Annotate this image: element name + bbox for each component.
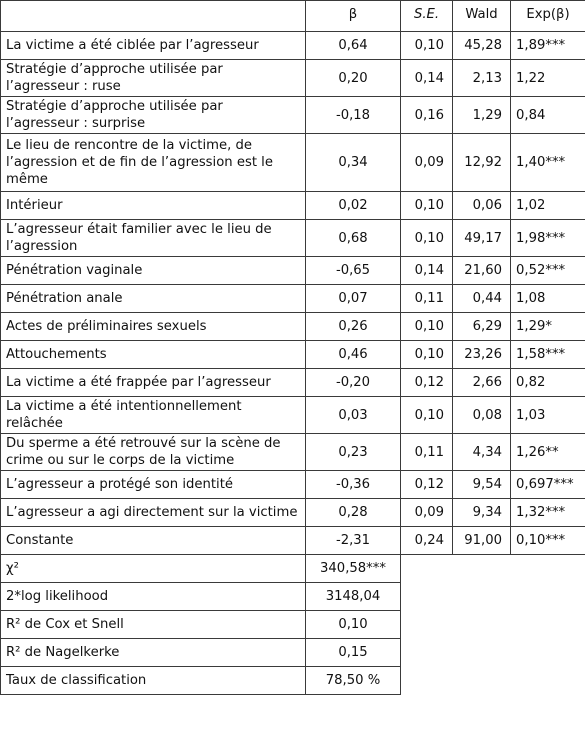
row-exp: 1,26** [511, 434, 585, 471]
header-beta: β [306, 1, 401, 32]
row-wald: 4,34 [453, 434, 511, 471]
footer-label: 2*log likelihood [1, 583, 306, 611]
row-wald: 45,28 [453, 32, 511, 60]
table-row [1, 369, 585, 397]
row-beta: 0,02 [306, 192, 401, 220]
header-exp: Exp(β) [511, 1, 585, 32]
row-label: Le lieu de rencontre de la victime, de l’agression et de fin de l’agression est le même [1, 134, 306, 192]
row-beta: -0,18 [306, 97, 401, 134]
row-se: 0,24 [401, 527, 453, 555]
row-exp: 1,89*** [511, 32, 585, 60]
row-label: La victime a été intentionnellement relâchée [1, 397, 306, 434]
row-label: Pénétration anale [1, 285, 306, 313]
blank-area [401, 555, 585, 695]
row-beta: 0,23 [306, 434, 401, 471]
row-beta: 0,03 [306, 397, 401, 434]
row-beta: 0,68 [306, 220, 401, 257]
row-exp: 0,10*** [511, 527, 585, 555]
footer-label: Taux de classification [1, 667, 306, 695]
row-beta: 0,28 [306, 499, 401, 527]
header-label [1, 1, 306, 32]
table-row [1, 527, 585, 555]
row-exp: 1,22 [511, 60, 585, 97]
row-se: 0,11 [401, 285, 453, 313]
header-se: S.E. [401, 1, 453, 32]
row-label: Stratégie d’approche utilisée par l’agresseur : ruse [1, 60, 306, 97]
row-se: 0,12 [401, 369, 453, 397]
row-wald: 12,92 [453, 134, 511, 192]
row-beta: -0,20 [306, 369, 401, 397]
table-row [1, 32, 585, 60]
row-label: Attouchements [1, 341, 306, 369]
footer-value: 340,58*** [306, 555, 401, 583]
row-wald: 23,26 [453, 341, 511, 369]
row-label: Constante [1, 527, 306, 555]
row-exp: 1,02 [511, 192, 585, 220]
row-wald: 6,29 [453, 313, 511, 341]
table-row [1, 471, 585, 499]
row-label: La victime a été ciblée par l’agresseur [1, 32, 306, 60]
table-row [1, 397, 585, 434]
row-beta: -2,31 [306, 527, 401, 555]
row-beta: -0,65 [306, 257, 401, 285]
row-label: Du sperme a été retrouvé sur la scène de crime ou sur le corps de la victime [1, 434, 306, 471]
row-exp: 0,697*** [511, 471, 585, 499]
table-row [1, 257, 585, 285]
row-wald: 9,54 [453, 471, 511, 499]
row-wald: 2,66 [453, 369, 511, 397]
row-beta: -0,36 [306, 471, 401, 499]
row-beta: 0,07 [306, 285, 401, 313]
row-label: L’agresseur a agi directement sur la victime [1, 499, 306, 527]
row-label: Pénétration vaginale [1, 257, 306, 285]
row-se: 0,11 [401, 434, 453, 471]
footer-label: R² de Cox et Snell [1, 611, 306, 639]
table-row [1, 341, 585, 369]
row-wald: 0,44 [453, 285, 511, 313]
footer-value: 3148,04 [306, 583, 401, 611]
footer-label: χ² [1, 555, 306, 583]
row-wald: 21,60 [453, 257, 511, 285]
row-wald: 1,29 [453, 97, 511, 134]
footer-label: R² de Nagelkerke [1, 639, 306, 667]
row-se: 0,10 [401, 220, 453, 257]
row-beta: 0,20 [306, 60, 401, 97]
row-exp: 0,84 [511, 97, 585, 134]
row-exp: 0,82 [511, 369, 585, 397]
row-exp: 0,52*** [511, 257, 585, 285]
footer-value: 0,15 [306, 639, 401, 667]
row-exp: 1,58*** [511, 341, 585, 369]
row-label: L’agresseur était familier avec le lieu de l’agression [1, 220, 306, 257]
row-exp: 1,40*** [511, 134, 585, 192]
table-row [1, 192, 585, 220]
footer-value: 0,10 [306, 611, 401, 639]
row-exp: 1,03 [511, 397, 585, 434]
row-se: 0,10 [401, 341, 453, 369]
row-wald: 9,34 [453, 499, 511, 527]
row-beta: 0,64 [306, 32, 401, 60]
row-label: Intérieur [1, 192, 306, 220]
row-se: 0,09 [401, 134, 453, 192]
row-beta: 0,46 [306, 341, 401, 369]
table-row [1, 97, 585, 134]
header-row [1, 1, 585, 32]
row-wald: 91,00 [453, 527, 511, 555]
row-se: 0,10 [401, 32, 453, 60]
row-label: L’agresseur a protégé son identité [1, 471, 306, 499]
row-se: 0,09 [401, 499, 453, 527]
row-exp: 1,98*** [511, 220, 585, 257]
table-row [1, 134, 585, 192]
row-label: Stratégie d’approche utilisée par l’agresseur : surprise [1, 97, 306, 134]
table-row [1, 434, 585, 471]
row-se: 0,14 [401, 257, 453, 285]
table-row [1, 220, 585, 257]
row-exp: 1,32*** [511, 499, 585, 527]
row-exp: 1,08 [511, 285, 585, 313]
row-wald: 49,17 [453, 220, 511, 257]
footer-value: 78,50 % [306, 667, 401, 695]
table-row [1, 499, 585, 527]
row-se: 0,10 [401, 192, 453, 220]
row-label: Actes de préliminaires sexuels [1, 313, 306, 341]
row-beta: 0,34 [306, 134, 401, 192]
row-wald: 2,13 [453, 60, 511, 97]
row-se: 0,12 [401, 471, 453, 499]
table-row [1, 60, 585, 97]
row-wald: 0,06 [453, 192, 511, 220]
header-wald: Wald [453, 1, 511, 32]
row-wald: 0,08 [453, 397, 511, 434]
row-exp: 1,29* [511, 313, 585, 341]
row-se: 0,10 [401, 313, 453, 341]
footer-row [1, 555, 585, 583]
row-label: La victime a été frappée par l’agresseur [1, 369, 306, 397]
row-se: 0,14 [401, 60, 453, 97]
table-row [1, 285, 585, 313]
row-beta: 0,26 [306, 313, 401, 341]
row-se: 0,16 [401, 97, 453, 134]
row-se: 0,10 [401, 397, 453, 434]
table-row [1, 313, 585, 341]
